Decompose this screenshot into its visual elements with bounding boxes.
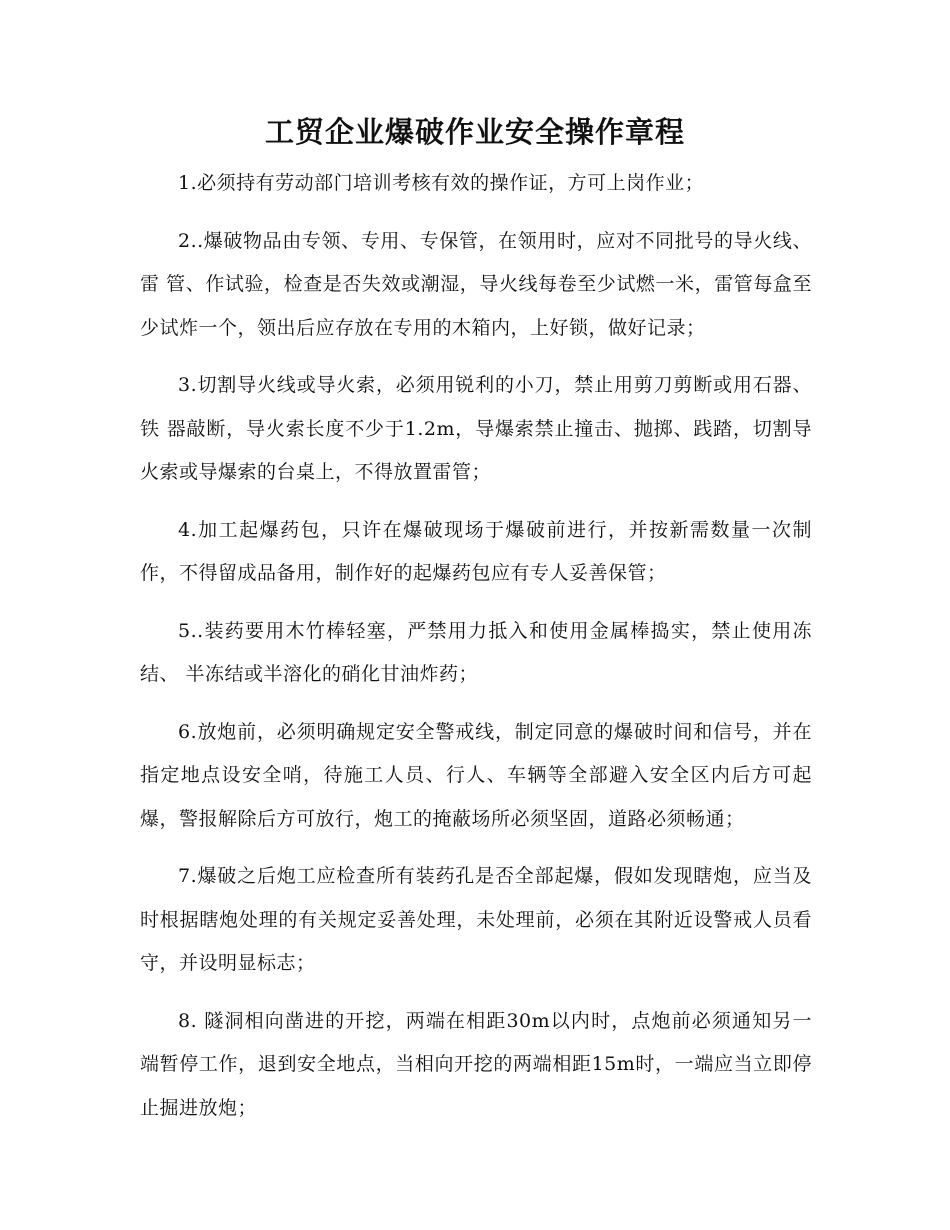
paragraph-8: 8. 隧洞相向凿进的开挖，两端在相距30m以内时，点炮前必须通知另一端暂停工作，退到安全地点，当相向开挖的两端相距15m时，一端应当立即停止掘进放炮； — [140, 1009, 812, 1119]
paragraph-4: 4.加工起爆药包，只许在爆破现场于爆破前进行，并按新需数量一次制作，不得留成品备用，制作好的起爆药包应有专人妥善保管； — [140, 518, 812, 584]
paragraph-7: 7.爆破之后炮工应检查所有装药孔是否全部起爆，假如发现瞎炮，应当及时根据瞎炮处理的有关规定妥善处理，未处理前，必须在其附近设警戒人员看守，并设明显标志； — [140, 865, 812, 974]
document-body — [140, 162, 812, 1144]
document-title: 工贸企业爆破作业安全操作章程 — [264, 115, 685, 149]
paragraph-2: 2..爆破物品由专领、专用、专保管，在领用时，应对不同批号的导火线、雷 管、作试验，检查是否失效或潮湿，导火线每卷至少试燃一米，雷管每盒至少试炸一个，领出后应存放在专用的木箱内，上好锁，做好记录； — [140, 229, 812, 339]
paragraph-1: 1.必须持有劳动部门培训考核有效的操作证，方可上岗作业； — [178, 172, 705, 194]
paragraph-6: 6.放炮前，必须明确规定安全警戒线，制定同意的爆破时间和信号，并在指定地点设安全哨，待施工人员、行人、车辆等全部避入安全区内后方可起爆，警报解除后方可放行，炮工的掩蔽场所必须坚固，道路必须畅通； — [140, 720, 812, 830]
paragraph-5: 5..装药要用木竹棒轻塞，严禁用力抵入和使用金属棒捣实，禁止使用冻结、 半冻结或半溶化的硝化甘油炸药； — [140, 619, 812, 685]
paragraph-3: 3.切割导火线或导火索，必须用锐利的小刀，禁止用剪刀剪断或用石器、铁 器敲断，导火索长度不少于1.2m，导爆索禁止撞击、抛掷、践踏，切割导火索或导爆索的台桌上，不得放置雷管； — [140, 374, 812, 483]
